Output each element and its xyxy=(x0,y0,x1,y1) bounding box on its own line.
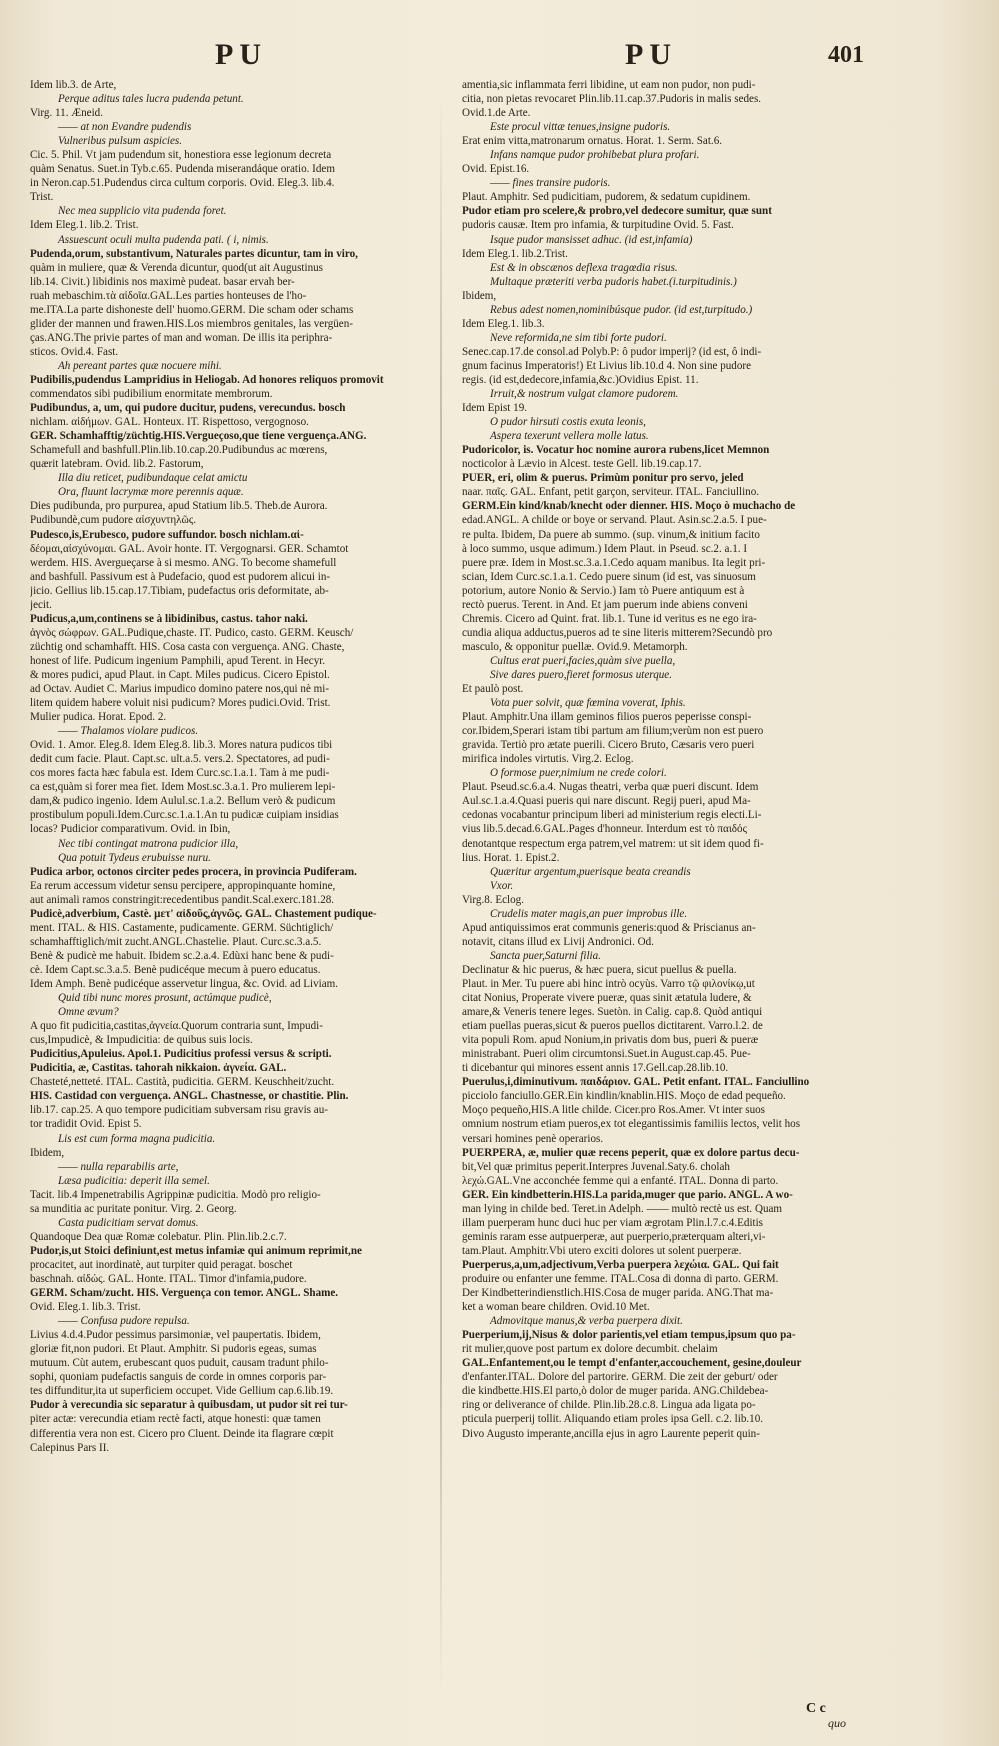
text-line: à loco summo, usque adimum.) Idem Plaut. in Pseud. sc.2. a.1. I xyxy=(462,542,748,555)
text-line: litem quidem habere voluit nisi pudicum? Mores pudici.Ovid. Trist. xyxy=(30,697,331,710)
text-line: & mores pudici, apud Plaut. in Capt. Miles pudicus. Cicero Epistol. xyxy=(30,668,330,681)
text-line: re pulta. Ibidem, Da puere ab summo. (sup. vinum,& initium facito xyxy=(462,528,760,541)
text-line: and bashfull. Passivum est à Pudefacio, quod est pudorem alicui in- xyxy=(30,570,331,583)
text-line: GERM.Ein kind/knab/knecht oder dienner. HIS. Moço ò muchacho de xyxy=(462,500,796,513)
text-line: Lis est cum forma magna pudicitia. xyxy=(58,1132,216,1145)
text-line: amentia,sic inflammata ferri libidine, ut eam non pudor, non pudi- xyxy=(462,79,756,91)
text-line: nocticolor à Lævio in Alcest. teste Gell. lib.19.cap.17. xyxy=(462,458,702,471)
text-line: Nec tibi contingat matrona pudicior illa, xyxy=(58,837,239,850)
text-line: —— at non Evandre pudendis xyxy=(58,121,192,134)
text-line: Cultus erat pueri,facies,quàm sive puella, xyxy=(490,654,676,667)
text-line: Chasteté,netteté. ITAL. Castità, pudicitia. GERM. Keuschheit/zucht. xyxy=(30,1076,335,1089)
text-line: omnium nostrum etiam pueros,ex tot elegantissimis familiis lectos, velit hos xyxy=(462,1118,801,1131)
text-line: Puerulus,i,diminutivum. παιδάριον. GAL. Petit enfant. ITAL. Fanciullino xyxy=(462,1076,810,1089)
text-line: Isque pudor mansisset adhuc. (id est,infamia) xyxy=(490,233,693,246)
text-line: Senec.cap.17.de consol.ad Polyb.P: ô pudor imperij? (id est, ô indi- xyxy=(462,345,762,358)
text-line: Puerperium,ij,Nisus & dolor parientis,vel etiam tempus,ipsum quo pa- xyxy=(462,1329,796,1342)
text-line: Ovid. 1. Amor. Eleg.8. Idem Eleg.8. lib.3. Mores natura pudicos tibi xyxy=(30,739,333,752)
text-line: —— Thalamos violare pudicos. xyxy=(58,725,199,738)
text-line: Plaut. Amphitr. Sed pudicitiam, pudorem, & sedatum cupidinem. xyxy=(462,191,751,204)
text-line: Pudicitius,Apuleius. Apol.1. Pudicitius professi versus & scripti. xyxy=(30,1048,332,1061)
text-line: dedit cum facie. Plaut. Capt.sc. ult.a.5. vers.2. Spectatores, ad pudi- xyxy=(30,753,330,766)
text-line: Plaut. Amphitr.Una illam geminos filios pueros peperisse conspi- xyxy=(462,711,752,724)
catchword: quo xyxy=(828,1716,846,1730)
text-line: sticos. Ovid.4. Fast. xyxy=(30,345,119,358)
text-line: Chremis. Cicero ad Quint. frat. lib.1. Tune id veritus es ne ego ira- xyxy=(462,612,757,625)
text-line: Idem Eleg.1. lib.2.Trist. xyxy=(462,247,568,260)
text-line: Pudenda,orum, substantivum, Naturales partes dicuntur, tam in viro, xyxy=(30,247,358,260)
text-line: Vulneribus pulsum aspicies. xyxy=(58,135,182,148)
text-line: Casta pudicitiam servat domus. xyxy=(58,1216,199,1229)
text-line: etiam puellas pueras,sicut & pueros puellos dictitarent. Varro.l.2. de xyxy=(462,1020,763,1033)
text-line: versari homines penè operarios. xyxy=(462,1132,604,1145)
text-line: GER. Ein kindbetterin.HIS.La parida,muger que pario. ANGL. A wo- xyxy=(462,1188,793,1201)
text-line: Erat enim vitta,matronarum ornatus. Horat. 1. Serm. Sat.6. xyxy=(462,135,723,148)
text-line: Ovid.1.de Arte. xyxy=(462,107,531,120)
text-line: Ea rerum accessum videtur sensu percipere, appropinquante homine, xyxy=(30,879,336,892)
text-line: Ovid. Eleg.1. lib.3. Trist. xyxy=(30,1301,141,1314)
text-line: PUER, eri, olim & puerus. Primùm ponitur pro servo, jeled xyxy=(462,472,744,485)
text-line: PUERPERA, æ, mulier quæ recens peperit, quæ ex dolore partus decu- xyxy=(462,1146,800,1159)
text-line: O formose puer,nimium ne crede colori. xyxy=(490,767,667,780)
text-line: cedonas vocabantur principum liberi ad ministerium regis electi.Li- xyxy=(462,809,762,822)
text-line: bit,Vel quæ primitus peperit.Interpres Juvenal.Saty.6. cholah xyxy=(462,1160,730,1173)
text-line: lib.14. Civit.) libidinis nos maximè pudeat. basar ervah ber- xyxy=(30,275,295,288)
text-line: Trist. xyxy=(30,191,54,204)
text-line: λεχώ.GAL.Vne acconchée femme qui a enfanté. ITAL. Donna di parto. xyxy=(462,1174,779,1187)
text-line: Ibidem, xyxy=(30,1146,65,1159)
text-line: Divo Augusto imperante,ancilla ejus in agro Laurente peperit quin- xyxy=(462,1427,760,1440)
text-line: Calepinus Pars II. xyxy=(30,1441,110,1454)
text-line: pticula puerperij tollit. Aliquando etiam proles ipsa Gell. c.2. lib.10. xyxy=(462,1413,764,1426)
text-line: Idem Epist 19. xyxy=(462,402,528,415)
text-line: Quid tibi nunc mores prosunt, actúmque pudicè, xyxy=(58,992,272,1005)
text-line: δέομαι,αἰσχύνομαι. GAL. Avoir honte. IT. Vergognarsi. GER. Schamtot xyxy=(30,542,349,555)
column-gutter xyxy=(440,95,442,1695)
text-line: ruah mebaschim.τὰ αἰδοῖα.GAL.Les parties honteuses de l'ho- xyxy=(30,289,307,302)
text-line: lius. Horat. 1. Epist.2. xyxy=(462,851,560,864)
text-line: Vxor. xyxy=(490,879,514,892)
text-line: Pudor à verecundia sic separatur à quibusdam, ut pudor sit rei tur- xyxy=(30,1399,348,1412)
text-line: geminis raram esse autpuerperæ, aut puerperio,præterquam alteri,vi- xyxy=(462,1230,766,1243)
text-line: regis. (id est,dedecore,infamia,&c.)Ovidius Epist. 11. xyxy=(462,373,699,386)
text-line: tam.Plaut. Amphitr.Vbi utero exciti dolores ut solent puerperæ. xyxy=(462,1244,742,1257)
text-line: citia, non pietas revocaret Plin.lib.11.cap.37.Pudoris in malis sedes. xyxy=(462,93,762,106)
text-line: A quo fit pudicitia,castitas,ἁγνεία.Quorum contraria sunt, Impudi- xyxy=(30,1020,323,1033)
text-line: Et paulò post. xyxy=(462,683,524,696)
text-line: piter actæ: verecundia etiam rectè facti, atque honesti: quæ tamen xyxy=(30,1413,321,1426)
text-line: Der Kindbetterindienstlich.HIS.Cosa de muger parida. ANG.That ma- xyxy=(462,1287,774,1300)
text-line: honest of life. Pudicum ingenium Pamphili, apud Terent. in Hecyr. xyxy=(30,654,326,667)
text-line: scian, Idem Curc.sc.1.a.1. Cedo puere sinum (id est, vas sinuosum xyxy=(462,570,756,583)
page-number: 401 xyxy=(828,42,864,68)
text-line: Mulier pudica. Horat. Epod. 2. xyxy=(30,711,167,724)
text-line: ring or deliverance of childe. Plin.lib.28.c.8. Lingua ada ligata po- xyxy=(462,1399,756,1412)
text-line: cus,Impudicè, & Impudicitia: de quibus suis locis. xyxy=(30,1034,253,1047)
text-line: ment. ITAL. & HIS. Castamente, pudicamente. GERM. Süchtiglich/ xyxy=(30,921,334,934)
text-line: Pudicitia, æ, Castitas. tahorah nikkaion. ἁγνεία. GAL. xyxy=(30,1062,287,1075)
text-line: Perque aditus tales lucra pudenda petunt. xyxy=(58,93,244,106)
text-line: Idem Eleg.1. lib.3. xyxy=(462,317,545,330)
text-line: GAL.Enfantement,ou le tempt d'enfanter,accouchement, gesine,douleur xyxy=(462,1357,802,1370)
text-line: mirifica indoles virtutis. Virg.2. Eclog. xyxy=(462,753,634,766)
text-line: Idem Amph. Benè pudicéque asservetur lingua, &c. Ovid. ad Liviam. xyxy=(30,978,339,990)
text-line: procacitet, aut inordinatè, aut turpiter quid peragat. boschet xyxy=(30,1258,293,1271)
text-line: Pudicè,adverbium, Castè. μετ' αἰδοῦς,ἁγνῶς. GAL. Chastement pudique- xyxy=(30,907,377,920)
text-line: ti dicebantur qui minores essent annis 17.Gell.cap.28.lib.10. xyxy=(462,1062,729,1075)
text-line: nichlam. αἰδήμων. GAL. Honteux. IT. Rispettoso, vergognoso. xyxy=(30,416,309,429)
text-line: Pudor etiam pro scelere,& probro,vel dedecore sumitur, quæ sunt xyxy=(462,205,772,218)
text-line: Virg. 11. Æneid. xyxy=(30,107,103,120)
text-line: sophi, quoniam pudefactis sanguis de corde in omnes corporis par- xyxy=(30,1371,327,1384)
running-head-right: PU xyxy=(625,38,677,71)
text-line: Sancta puer,Saturni filia. xyxy=(490,949,601,962)
text-line: gloriæ fit,non pudori. Et Plaut. Amphitr. Si pudoris egeas, sumas xyxy=(30,1343,317,1356)
text-line: gravida. Tertiò pro ætate puerili. Cicero Bruto, Cæsaris vero pueri xyxy=(462,739,755,752)
text-line: quàm in muliere, quæ & Verenda dicuntur, quod(ut ait Augustinus xyxy=(30,261,323,274)
text-line: picciolo fanciullo.GER.Ein kindlin/knablin.HIS. Moço de edad pequeño. xyxy=(462,1090,786,1103)
text-line: Omne ævum? xyxy=(58,1006,119,1019)
text-line: d'enfanter.ITAL. Dolore del partorire. GERM. Die zeit der geburt/ oder xyxy=(462,1371,778,1384)
text-line: differentia vera non est. Cicero pro Cluent. Deinde ita flagrare cœpit xyxy=(30,1427,334,1440)
text-line: aut animali ramos constringit:recedentibus pandit.Scal.exerc.181.28. xyxy=(30,893,335,906)
text-line: rit mulier,quove post partum ex dolore decumbit. chelaim xyxy=(462,1343,718,1356)
text-line: GERM. Scham/zucht. HIS. Verguença con temor. ANGL. Shame. xyxy=(30,1287,339,1300)
text-line: Pudibundè,cum pudore αἰσχυντηλῶς. xyxy=(30,514,196,527)
text-line: Pudica arbor, octonos circiter pedes procera, in provincia Pudiferam. xyxy=(30,865,357,878)
text-line: edad.ANGL. A childe or boye or servand. Plaut. Asin.sc.2.a.5. I pue- xyxy=(462,514,767,527)
text-line: produire ou enfanter une femme. ITAL.Cosa di donna di parto. GERM. xyxy=(462,1272,779,1285)
text-line: Este procul vittæ tenues,insigne pudoris. xyxy=(490,121,671,134)
text-line: citat Nonius, Properate vivere pueræ, quas sinit ætatula ludere, & xyxy=(462,992,752,1005)
text-line: masculo, & opponitur puellæ. Ovid.9. Metamorph. xyxy=(462,640,688,653)
text-line: quàm Senatus. Suet.in Tyb.c.65. Pudenda miserandáque oratio. Idem xyxy=(30,163,335,176)
text-line: Ah pereant partes quæ nocuere mihi. xyxy=(58,359,222,372)
text-line: —— nulla reparabilis arte, xyxy=(58,1160,179,1173)
text-line: Est & in obscænos deflexa tragœdia risus. xyxy=(490,261,678,274)
text-line: sa munditia ac puritate ponitur. Virg. 2. Georg. xyxy=(30,1202,237,1215)
signature-mark: C c xyxy=(806,1701,826,1716)
text-line: illam puerperam hunc duci huc per viam ægrotam Plin.l.7.c.4.Editis xyxy=(462,1216,764,1229)
text-line: Læsa pudicitia: deperit illa semel. xyxy=(58,1174,210,1187)
text-line: jicio. Gellius lib.15.cap.17.Tibiam, pudefactus oris deformitate, ab- xyxy=(30,584,329,597)
text-line: züchtig ond schamhafft. HIS. Cosa casta con verguença. ANG. Chaste, xyxy=(30,640,345,653)
text-line: schamhafftiglich/mit zucht.ANGL.Chastelie. Plaut. Curc.sc.3.a.5. xyxy=(30,935,322,948)
text-line: lib.17. cap.25. A quo tempore pudicitiam subversam risu gravis au- xyxy=(30,1104,328,1117)
text-line: ad Octav. Audiet C. Marius impudico domino patere nos,qui nè mi- xyxy=(30,683,330,696)
text-line: Pudibilis,pudendus Lampridius in Heliogab. Ad honores reliquos promovit xyxy=(30,373,384,386)
text-line: tes diffunditur,ita ut superficiem occupet. Vide Gellium cap.6.lib.19. xyxy=(30,1385,334,1398)
text-line: Vota puer solvit, quæ fœmina voverat, Iphis. xyxy=(490,697,686,710)
text-line: Pudibundus, a, um, qui pudore ducitur, pudens, verecundus. bosch xyxy=(30,402,346,415)
text-line: gnum facinus Imperatoris!) Et Livius lib.10.d 4. Non sine pudore xyxy=(462,359,752,372)
text-line: Idem Eleg.1. lib.2. Trist. xyxy=(30,219,139,232)
text-line: cè. Idem Capt.sc.3.a.5. Benè pudicéque mecum à puero educatus. xyxy=(30,963,321,976)
text-line: —— fines transire pudoris. xyxy=(490,177,611,190)
text-line: GER. Schamhafftig/züchtig.HIS.Vergueçoso,que tiene verguença.ANG. xyxy=(30,430,367,443)
text-line: O pudor hirsuti costis exuta leonis, xyxy=(490,416,646,429)
text-line: Plaut. Pseud.sc.6.a.4. Nugas theatri, verba quæ pueri discunt. Idem xyxy=(462,781,759,794)
text-line: Moço pequeño,HIS.A litle childe. Cicer.pro Ros.Amer. Vt inter suos xyxy=(462,1104,765,1117)
text-line: Sive dares puero,fieret formosus uterque. xyxy=(490,668,672,681)
text-line: ministrabant. Pueri olim circumtonsi.Suet.in August.cap.45. Pue- xyxy=(462,1048,751,1061)
text-line: Plaut. in Mer. Tu puere abi hinc intrò ocyùs. Varro τῷ φιλονίκῳ,ut xyxy=(462,978,755,990)
text-line: jecit. xyxy=(30,598,52,611)
text-line: mutuum. Cùt autem, erubescant quos puduit, causam tradunt philo- xyxy=(30,1357,329,1370)
text-line: naar. παῖς. GAL. Enfant, petit garçon, serviteur. ITAL. Fanciullino. xyxy=(462,486,760,499)
text-line: amare,& Veneris tenere leges. Suetòn. in Calig. cap.8. Quòd antiqui xyxy=(462,1006,763,1019)
text-line: baschnah. αἰδώς. GAL. Honte. ITAL. Timor d'infamia,pudore. xyxy=(30,1272,307,1285)
text-line: Apud antiquissimos erat communis generis:quod & Priscianus an- xyxy=(462,921,756,934)
text-line: potorium, autore Nonio & Servio.) Iam τὸ Puere antiquum est à xyxy=(462,584,745,597)
text-line: Cic. 5. Phil. Vt jam pudendum sit, honestiora esse legionum decreta xyxy=(30,149,332,162)
text-line: Admovitque manus,& verba puerpera dixit. xyxy=(490,1315,683,1328)
text-line: werdem. HIS. Avergueçarse à si mesmo. ANG. To become shamefull xyxy=(30,556,337,569)
text-line: Rebus adest nomen,nominibúsque pudor. (id est,turpitudo.) xyxy=(490,303,753,316)
running-head-left: PU xyxy=(215,38,267,71)
text-line: Neve reformida,ne sim tibi forte pudori. xyxy=(490,331,667,344)
text-line: locas? Pudicior comparativum. Ovid. in Ibin, xyxy=(30,823,231,836)
text-line: Illa diu reticet, pudibundaque celat amictu xyxy=(58,472,248,485)
text-line: Pudor,is,ut Stoici definiunt,est metus infamiæ qui animum reprimit,ne xyxy=(30,1244,362,1257)
text-line: pudoris causæ. Item pro infamia, & turpitudine Ovid. 5. Fast. xyxy=(462,219,734,232)
text-line: Idem lib.3. de Arte, xyxy=(30,79,117,91)
text-line: Ora, fluunt lacrymæ more perennis aquæ. xyxy=(58,486,244,499)
text-line: Qua potuit Tydeus erubuisse nuru. xyxy=(58,851,211,864)
text-line: Aul.sc.1.a.4.Quasi pueris qui nare discunt. Regij pueri, apud Ma- xyxy=(462,795,751,808)
text-line: denotantque respectum erga patrem,vel matrem: ut sit idem quod fi- xyxy=(462,837,764,850)
text-line: Pudesco,is,Erubesco, pudore suffundor. bosch nichlam.αἰ- xyxy=(30,528,304,541)
text-line: man lying in childe bed. Teret.in Adelph. —— multò rectè us est. Quam xyxy=(462,1202,783,1215)
text-line: Dies pudibunda, pro purpurea, apud Statium lib.5. Theb.de Aurora. xyxy=(30,500,328,513)
text-line: Crudelis mater magis,an puer improbus ille. xyxy=(490,907,688,920)
text-line: cor.Ibidem,Sperari istam tibi partum am filium;verùm non est puero xyxy=(462,725,764,738)
text-line: in Neron.cap.51.Pudendus circa cultum corporis. Ovid. Eleg.3. lib.4. xyxy=(30,177,335,190)
text-line: Multaque præteriti verba pudoris habet.(i.turpitudinis.) xyxy=(490,275,737,288)
text-line: prostibulum populi.Idem.Curc.sc.1.a.1.An tu pudicæ cuipiam insidias xyxy=(30,809,339,822)
text-line: Ibidem, xyxy=(462,289,497,302)
text-line: commendatos sibi pudibilium enormitate membrorum. xyxy=(30,388,273,401)
text-line: ket a woman beare children. Ovid.10 Met. xyxy=(462,1301,650,1314)
text-line: rectò puerus. Terent. in And. Et jam puerum inde abiens conveni xyxy=(462,598,748,611)
text-line: Quandoque Dea quæ Romæ colebatur. Plin. Plin.lib.2.c.7. xyxy=(30,1230,287,1243)
text-line: glider der mannen und frawen.HIS.Los miembros genitales, las vergüen- xyxy=(30,317,353,330)
text-line: me.ITA.La parte dishoneste dell' huomo.GERM. Die scham oder schams xyxy=(30,303,354,316)
text-line: Declinatur & hic puerus, & hæc puera, sicut puellus & puella. xyxy=(462,963,737,976)
text-line: Schamefull and bashfull.Plin.lib.10.cap.20.Pudibundus ac mœrens, xyxy=(30,444,328,457)
text-line: notavit, citans illud ex Livij Andronici. Od. xyxy=(462,935,654,948)
text-line: tor tradidit Ovid. Epist 5. xyxy=(30,1118,142,1131)
text-line: Quæritur argentum,puerisque beata creandis xyxy=(490,865,691,878)
text-line: die kindbette.HIS.El parto,ò dolor de muger parida. ANG.Childebea- xyxy=(462,1385,769,1398)
text-line: Infans namque pudor prohibebat plura profari. xyxy=(490,149,700,162)
text-line: ca est,quàm si forer mea fiet. Idem Most.sc.3.a.1. Pro mulierem lepi- xyxy=(30,781,336,794)
text-line: cos mores facta hæc fabula est. Idem Curc.sc.1.a.1. Tam à me pudi- xyxy=(30,767,330,780)
text-line: dam,& pudico ingenio. Idem Aulul.sc.1.a.2. Bellum verò & pudicum xyxy=(30,795,336,808)
text-line: Pudoricolor, is. Vocatur hoc nomine aurora rubens,licet Memnon xyxy=(462,444,770,457)
left-column xyxy=(30,78,440,1718)
text-line: Aspera texerunt vellera molle latus. xyxy=(490,430,649,443)
text-line: Assuescunt oculi multa pudenda pati. ( i, nimis. xyxy=(58,233,269,246)
text-line: Pudicus,a,um,continens se à libidinibus, castus. tahor naki. xyxy=(30,612,308,625)
text-line: Tacit. lib.4 Impenetrabilis Agrippinæ pudicitia. Modò pro religio- xyxy=(30,1188,321,1201)
right-column xyxy=(462,78,990,1728)
text-line: Ovid. Epist.16. xyxy=(462,163,530,176)
text-line: Livius 4.d.4.Pudor pessimus parsimoniæ, vel paupertatis. Ibidem, xyxy=(30,1329,321,1342)
text-line: Benè & pudicè me habuit. Ibidem sc.2.a.4. Edùxi hanc bene & pudi- xyxy=(30,949,334,962)
text-line: HIS. Castidad con verguença. ANGL. Chastnesse, or chastitie. Plin. xyxy=(30,1090,349,1103)
text-line: Puerperus,a,um,adjectivum,Verba puerpera λεχώια. GAL. Qui fait xyxy=(462,1258,779,1271)
text-line: puere præ. Idem in Most.sc.3.a.1.Cedo aquam manibus. Ita legit pri- xyxy=(462,556,766,569)
text-line: Irruit,& nostrum vulgat clamore pudorem. xyxy=(490,388,679,401)
text-line: Nec mea supplicio vita pudenda foret. xyxy=(58,205,227,218)
text-line: vius lib.5.decad.6.GAL.Pages d'honneur. Interdum est τὸ παιδός xyxy=(462,823,747,836)
text-line: ἁγνὸς σώφρων. GAL.Pudique,chaste. IT. Pudico, casto. GERM. Keusch/ xyxy=(30,626,354,639)
text-line: cundia aliqua adductus,pueros ad te sine literis mitterem?Secundò pro xyxy=(462,626,773,639)
text-line: Virg.8. Eclog. xyxy=(462,893,524,906)
text-line: ças.ANG.The privie partes of man and woman. De illis ita periphra- xyxy=(30,331,333,344)
text-line: quærit latebram. Ovid. lib.2. Fastorum, xyxy=(30,458,204,471)
text-line: vita populi Rom. apud Nonium,in privatis dom bus, pueri & pueræ xyxy=(462,1034,759,1047)
text-line: —— Confusa pudore repulsa. xyxy=(58,1315,190,1328)
